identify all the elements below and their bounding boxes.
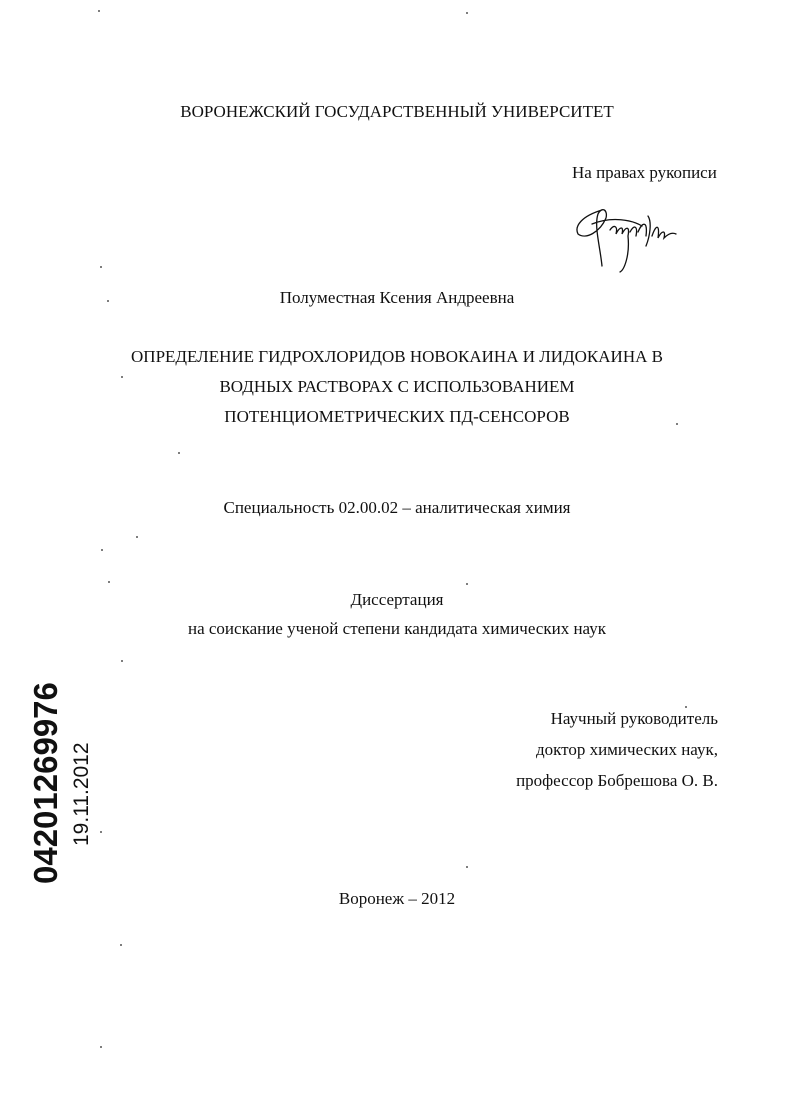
title-line: ОПРЕДЕЛЕНИЕ ГИДРОХЛОРИДОВ НОВОКАИНА И ЛИДОКАИНА В: [131, 347, 663, 366]
author-name: Полуместная Ксения Андреевна: [279, 288, 515, 307]
scan-speck: [100, 831, 102, 833]
city-year: Воронеж – 2012: [338, 889, 456, 908]
scan-speck: [107, 300, 109, 302]
supervisor-line: доктор химических наук,: [535, 740, 718, 759]
title-line: ПОТЕНЦИОМЕТРИЧЕСКИХ ПД-СЕНСОРОВ: [224, 407, 570, 426]
degree: на соискание ученой степени кандидата химических наук: [187, 619, 606, 638]
scan-speck: [466, 866, 468, 868]
scan-speck: [121, 660, 123, 662]
stamp-number: 04201269976: [27, 682, 64, 884]
scan-speck: [120, 944, 122, 946]
scan-speck: [136, 536, 138, 538]
signature-icon: [572, 196, 682, 276]
supervisor-line: профессор Бобрешова О. В.: [516, 771, 718, 790]
scan-speck: [121, 376, 123, 378]
university-name: ВОРОНЕЖСКИЙ ГОСУДАРСТВЕННЫЙ УНИВЕРСИТЕТ: [180, 102, 614, 121]
supervisor-line: Научный руководитель: [550, 709, 718, 728]
scan-speck: [466, 12, 468, 14]
scan-speck: [100, 1046, 102, 1048]
scan-speck: [466, 583, 468, 585]
manuscript-note: На правах рукописи: [572, 163, 717, 182]
scan-speck: [98, 10, 100, 12]
scan-speck: [108, 581, 110, 583]
scan-speck: [178, 452, 180, 454]
work-type: Диссертация: [350, 590, 444, 609]
scan-speck: [100, 266, 102, 268]
scan-speck: [101, 549, 103, 551]
scan-speck: [676, 423, 678, 425]
specialty: Специальность 02.00.02 – аналитическая химия: [223, 498, 571, 517]
title-line: ВОДНЫХ РАСТВОРАХ С ИСПОЛЬЗОВАНИЕМ: [219, 377, 575, 396]
stamp-date: 19.11.2012: [70, 742, 93, 846]
scan-speck: [685, 706, 687, 708]
